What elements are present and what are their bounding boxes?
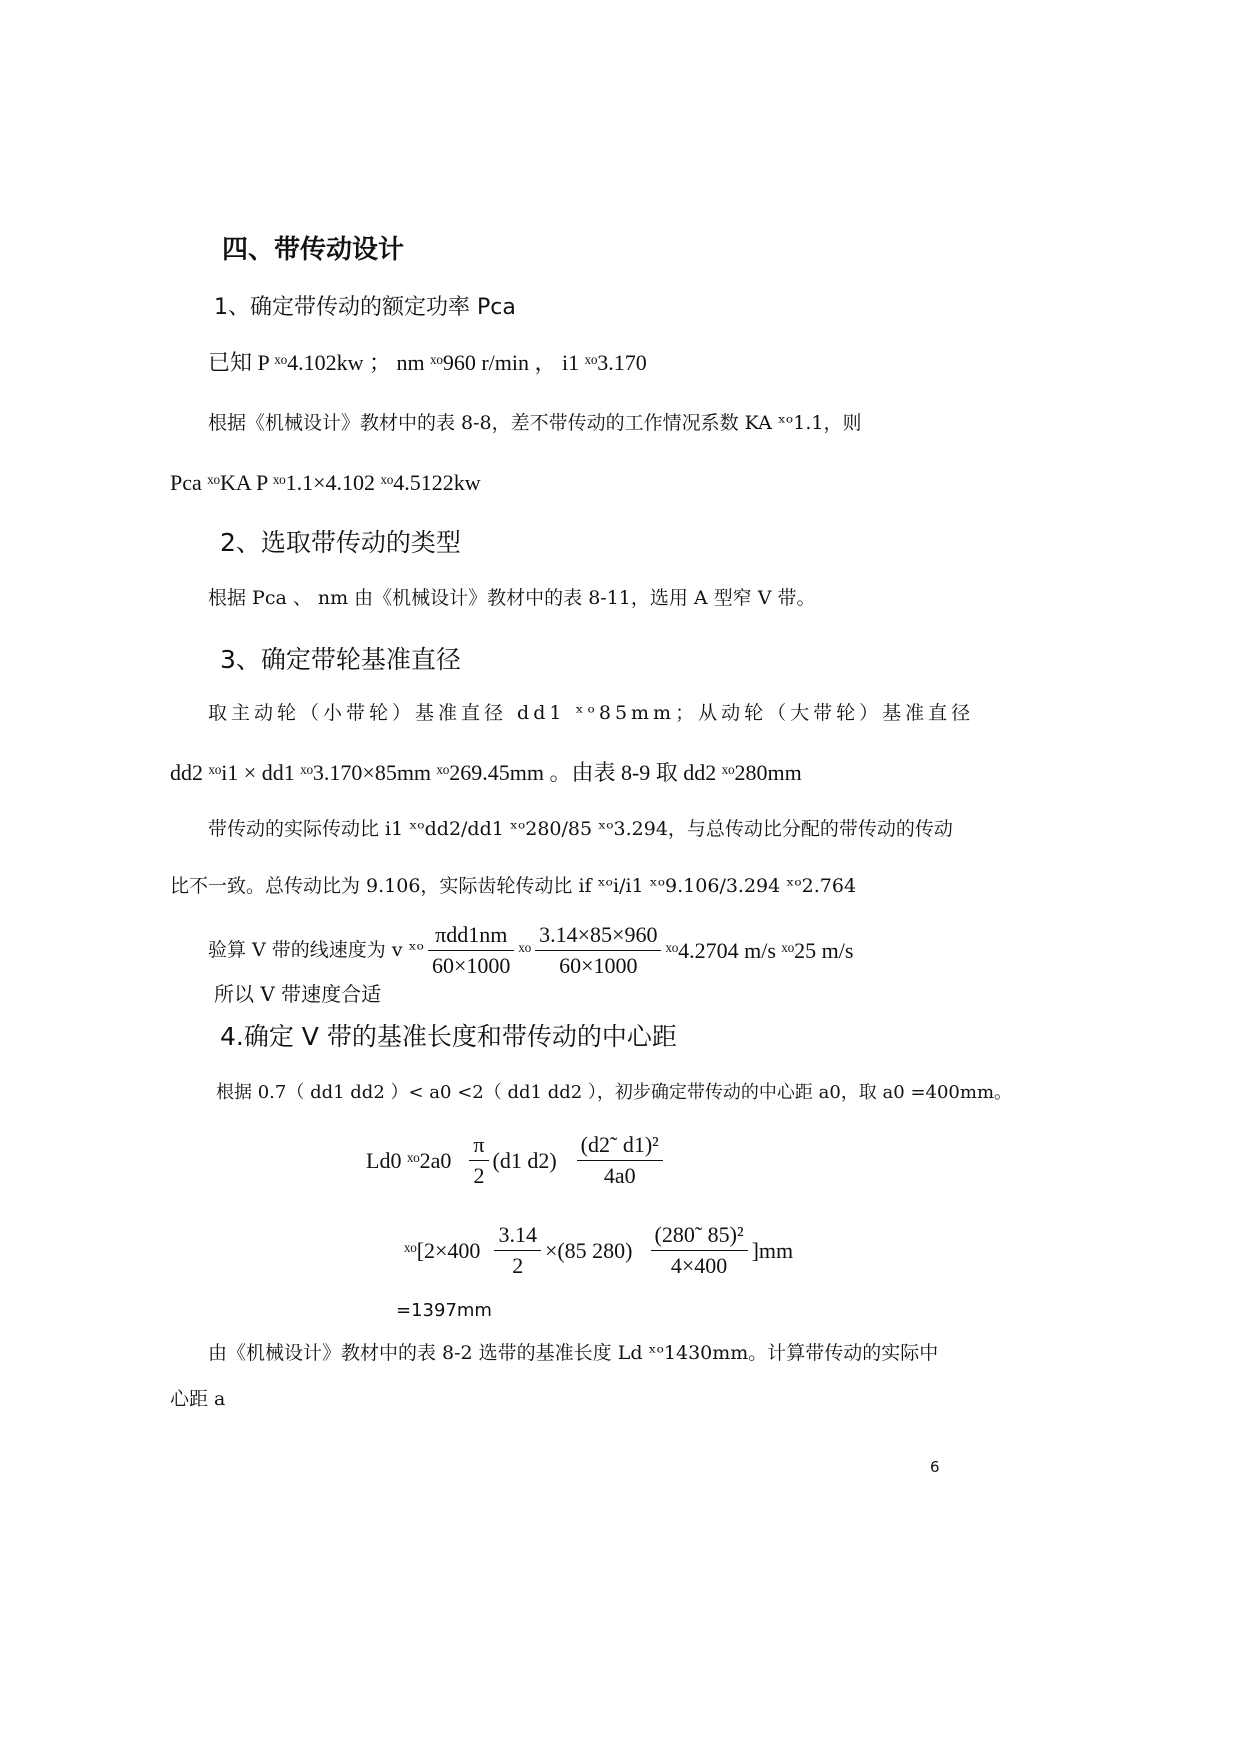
s3-heading: 3、确定带轮基准直径	[220, 645, 461, 674]
length-equation-2	[404, 1222, 793, 1280]
eq1-f1-denominator: 2	[473, 1163, 485, 1189]
speed-equals: ˣᵒ	[518, 937, 532, 963]
speed-f1-denominator: 60×1000	[432, 953, 511, 979]
eq1-lhs: Ld0 ˣᵒ2a0	[366, 1147, 452, 1173]
section-title: 四、带传动设计	[222, 235, 405, 265]
eq1-middle: (d1 d2)	[492, 1147, 557, 1173]
eq1-fraction-diff	[577, 1132, 663, 1190]
speed-result: ˣᵒ4.2704 m/s ˣᵒ25 m/s	[665, 937, 854, 963]
length-equation-1	[366, 1132, 667, 1190]
s2-heading: 2、选取带传动的类型	[220, 528, 461, 557]
speed-f2-numerator: 3.14×85×960	[535, 922, 661, 951]
s2-paragraph: 根据 Pca 、 nm 由《机械设计》教材中的表 8-11，选用 A 型窄 V 带。	[208, 587, 816, 609]
length-result: =1397mm	[396, 1300, 492, 1321]
eq1-f2-denominator: 4a0	[603, 1163, 636, 1189]
s3-paragraph-d: 比不一致。总传动比为 9.106，实际齿轮传动比 if ˣᵒi/i1 ˣᵒ9.106/3.294 ˣᵒ2.764	[170, 875, 857, 897]
eq1-fraction-pi	[469, 1132, 488, 1190]
speed-conclusion: 所以 V 带速度合适	[214, 982, 382, 1006]
s1-given: 已知 P ˣᵒ4.102kw ； nm ˣᵒ960 r/min ， i1 ˣᵒ3.170	[208, 350, 647, 375]
eq1-f1-numerator: π	[469, 1132, 488, 1161]
speed-check-line	[208, 922, 853, 980]
s4-paragraph-a: 由《机械设计》教材中的表 8-2 选带的基准长度 Ld ˣᵒ1430mm。计算带传动的实际中	[208, 1342, 939, 1364]
eq2-middle: ×(85 280)	[544, 1237, 633, 1263]
eq2-lhs: ˣᵒ[2×400	[404, 1237, 481, 1263]
s1-heading: 1、确定带传动的额定功率 Pca	[214, 295, 516, 320]
eq2-fraction-pi	[494, 1222, 541, 1280]
eq2-tail: ]mm	[751, 1237, 794, 1263]
s1-paragraph-a: 根据《机械设计》教材中的表 8-8，差不带传动的工作情况系数 KA ˣᵒ1.1，则	[208, 412, 862, 434]
page-number: 6	[930, 1458, 940, 1476]
s4-paragraph-b: 心距 a	[170, 1388, 226, 1410]
eq2-f2-numerator: (280˜ 85)²	[651, 1222, 748, 1251]
s1-paragraph-b: Pca ˣᵒKA P ˣᵒ1.1×4.102 ˣᵒ4.5122kw	[170, 470, 481, 495]
s3-paragraph-a: 取主动轮（小带轮）基准直径 dd1 ˣᵒ85mm；从动轮（大带轮）基准直径	[208, 702, 975, 724]
eq2-f2-denominator: 4×400	[670, 1253, 728, 1279]
speed-f2-denominator: 60×1000	[559, 953, 638, 979]
speed-fraction-numeric	[535, 922, 661, 980]
s3-paragraph-b: dd2 ˣᵒi1 × dd1 ˣᵒ3.170×85mm ˣᵒ269.45mm 。由表 8-9 取 dd2 ˣᵒ280mm	[170, 760, 802, 785]
speed-lead: 验算 V 带的线速度为 v ˣᵒ	[208, 939, 424, 962]
eq1-f2-numerator: (d2˜ d1)²	[577, 1132, 663, 1161]
speed-f1-numerator: πdd1nm	[428, 922, 514, 951]
s4-paragraph: 根据 0.7（ dd1 dd2 ）< a0 <2（ dd1 dd2 ），初步确定带传动的中心距 a0，取 a0 =400mm。	[216, 1082, 1013, 1103]
eq2-f1-denominator: 2	[512, 1253, 524, 1279]
speed-fraction-symbolic	[428, 922, 514, 980]
eq2-f1-numerator: 3.14	[494, 1222, 541, 1251]
eq2-fraction-diff	[651, 1222, 748, 1280]
s3-paragraph-c: 带传动的实际传动比 i1 ˣᵒdd2/dd1 ˣᵒ280/85 ˣᵒ3.294，与总传动比分配的带传动的传动	[208, 818, 953, 840]
s4-heading: 4.确定 V 带的基准长度和带传动的中心距	[220, 1022, 677, 1051]
